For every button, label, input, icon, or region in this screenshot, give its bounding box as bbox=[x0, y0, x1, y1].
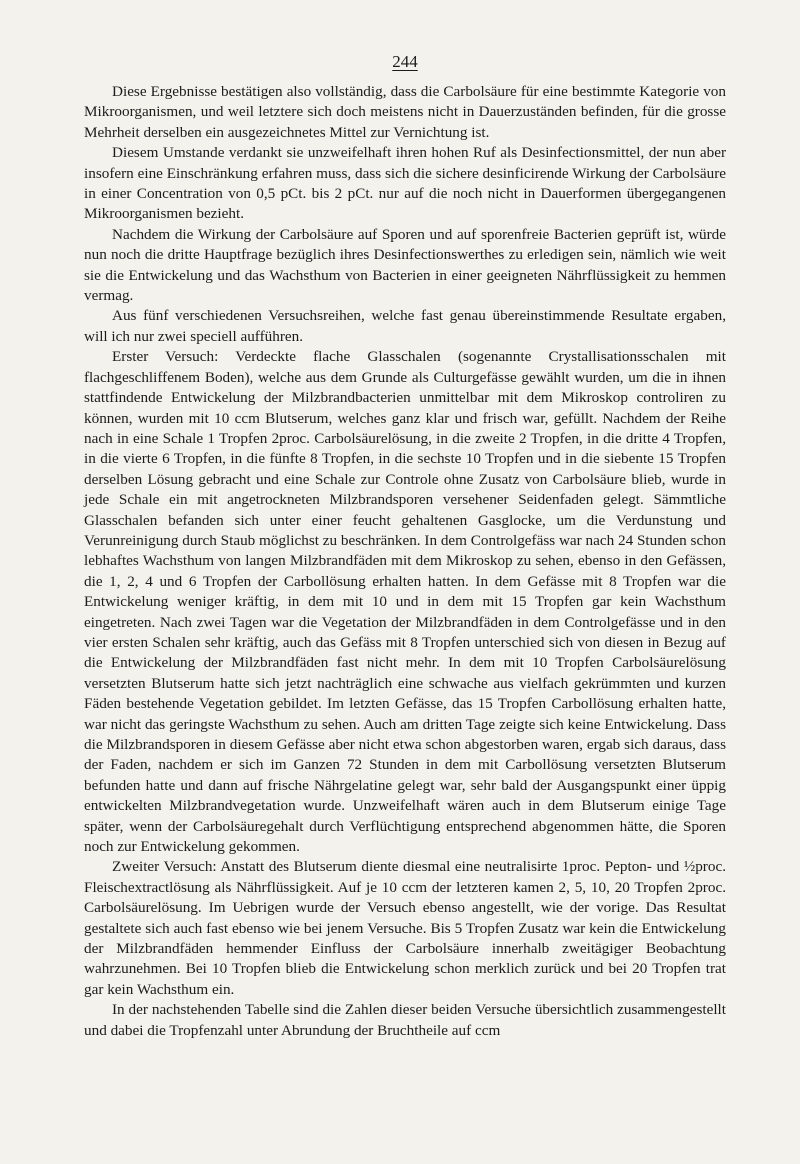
paragraph: Diesem Umstande verdankt sie unzweifelhaft ihren hohen Ruf als Desinfectionsmittel, der nun aber insofern eine Einschränkung erfahren muss, dass sich die sichere desinficirende Wirkung der Carbolsäure in einer Concentration von 0,5 pCt. bis 2 pCt. nur auf die noch nicht in Dauerformen übergegangenen Mikroorganismen bezieht. bbox=[84, 144, 726, 223]
paragraph: Aus fünf verschiedenen Versuchsreihen, welche fast genau übereinstimmende Resultate ergaben, will ich nur zwei speciell aufführen. bbox=[84, 307, 726, 345]
paragraph: Zweiter Versuch: Anstatt des Blutserum diente diesmal eine neutralisirte 1proc. Pepton- und ½proc. Fleischextractlösung als Nährflüssigkeit. Auf je 10 ccm der letzteren kamen 2, 5, 10, 20 Tropfen 2proc. Carbolsäurelösung. Im Uebrigen wurde der Versuch ebenso angestellt, wie der vorige. Das Resultat gestaltete sich auch fast ebenso wie bei jenem Versuche. Bis 5 Tropfen Zusatz war kein die Entwickelung der Milzbrandfäden hemmender Einfluss der Carbolsäure innerhalb zweitägiger Beobachtung wahrzunehmen. Bei 10 Tropfen blieb die Entwickelung schon merklich zurück und bei 20 Tropfen trat gar kein Wachsthum ein. bbox=[84, 858, 726, 998]
paragraph: Diese Ergebnisse bestätigen also vollständig, dass die Carbolsäure für eine bestimmte Kategorie von Mikroorganismen, und weil letztere sich doch meistens nicht in Dauerzuständen befinden, für die grosse Mehrheit derselben ein ausgezeichnetes Mittel zur Vernichtung ist. bbox=[84, 83, 726, 141]
paragraph: In der nachstehenden Tabelle sind die Zahlen dieser beiden Versuche übersichtlich zusammengestellt und dabei die Tropfenzahl unter Abrundung der Bruchtheile auf ccm bbox=[84, 1001, 726, 1039]
paragraph: Nachdem die Wirkung der Carbolsäure auf Sporen und auf sporenfreie Bacterien geprüft ist, würde nun noch die dritte Hauptfrage bezüglich ihres Desinfectionswerthes zu erledigen sein, nämlich wie weit sie die Entwickelung und das Wachsthum von Bacterien in einer geeigneten Nährflüssigkeit zu hemmen vermag. bbox=[84, 225, 726, 305]
body-text bbox=[84, 82, 726, 1041]
page-number: 244 bbox=[392, 52, 418, 71]
paragraph: Erster Versuch: Verdeckte flache Glasschalen (sogenannte Crystallisationsschalen mit flachgeschliffenem Boden), welche aus dem Grunde als Culturgefässe gewählt wurden, um die in ihnen stattfindende Entwickelung der Milzbrandbacterien unmittelbar mit dem Mikroskop controliren zu können, wurden mit 10 ccm Blutserum, welches ganz klar und frisch war, gefüllt. Nachdem der Reihe nach in eine Schale 1 Tropfen 2proc. Carbolsäurelösung, in die zweite 2 Tropfen, in die dritte 4 Tropfen, in die vierte 6 Tropfen, in die fünfte 8 Tropfen, in die sechste 10 Tropfen und in die siebente 15 Tropfen derselben Lösung gebracht und eine Schale zur Controle ohne Zusatz von Carbolsäure blieb, wurde in jede Schale ein mit angetrockneten Milzbrandsporen versehener Seidenfaden gelegt. Sämmtliche Glasschalen befanden sich unter einer feucht gehaltenen Gasglocke, um die Verdunstung und Verunreinigung durch Staub möglichst zu beschränken. In dem Controlgefäss war nach 24 Stunden schon lebhaftes Wachsthum von langen Milzbrandfäden mit dem Mikroskop zu sehen, ebenso in den Gefässen, die 1, 2, 4 und 6 Tropfen der Carbollösung erhalten hatten. In dem Gefässe mit 8 Tropfen war die Entwickelung weniger kräftig, in dem mit 10 und in dem mit 15 Tropfen gar kein Wachsthum eingetreten. Nach zwei Tagen war die Vegetation der Milzbrandfäden in dem Controlgefässe und in den vier ersten Schalen sehr kräftig, auch das Gefäss mit 8 Tropfen unterschied sich von diesen in Bezug auf die Entwickelung der Milzbrandfäden fast nicht mehr. In dem mit 10 Tropfen Carbolsäurelösung versetzten Blutserum hatte sich jetzt nachträglich eine schwache aus vielfach gekrümmten und kurzen Fäden bestehende Vegetation gebildet. Im letzten Gefässe, das 15 Tropfen Carbollösung erhalten hatte, war nicht das geringste Wachsthum zu sehen. Auch am dritten Tage zeigte sich keine Entwickelung. Dass die Milzbrandsporen in diesem Gefässe aber nicht etwa schon abgestorben waren, ergab sich daraus, dass der Faden, nachdem er sich im Ganzen 72 Stunden in dem mit Carbollösung versetzten Blutserum befunden hatte und dann auf frische Nährgelatine gelegt war, sehr bald der Ausgangspunkt einer üppig entwickelten Milzbrandvegetation wurde. Unzweifelhaft wären auch in dem Blutserum einige Tage später, wenn der Carbolsäuregehalt durch Verflüchtigung entsprechend abgenommen hätte, die Sporen noch zur Entwickelung gekommen. bbox=[84, 348, 726, 856]
